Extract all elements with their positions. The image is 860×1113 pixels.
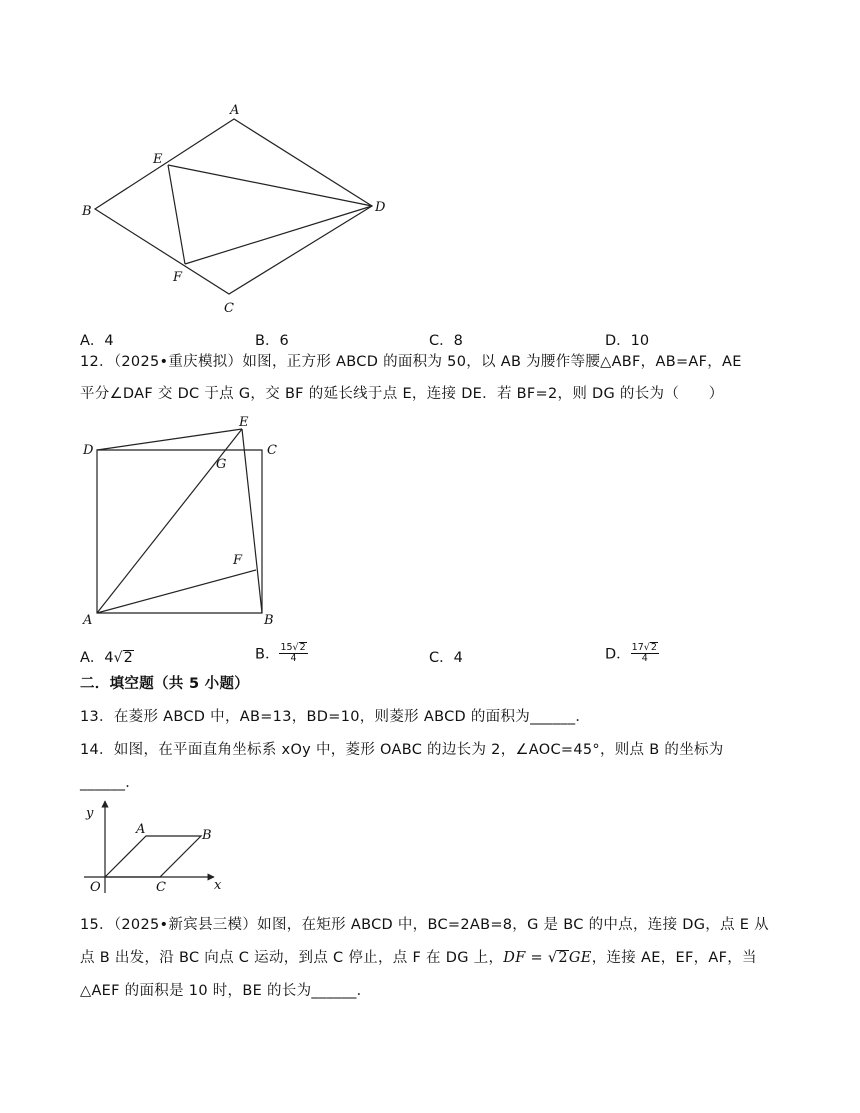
q13-text: 13．在菱形 ABCD 中，AB=13，BD=10，则菱形 ABCD 的面积为______． [80,709,591,725]
q15-line-1: 15．（2025•新宾县三模）如图，在矩形 ABCD 中，BC=2AB=8，G 是 BC 的中点，连接 DG，点 E 从 [80,917,769,933]
q12-option-a: A．4√2 [80,650,133,666]
q11-label-d: D [375,200,386,215]
q11-label-e: E [153,152,163,167]
q15-formula: DF = √2GE [503,950,592,966]
q12-square-abcd [97,450,262,613]
q11-segment-ef [168,165,185,264]
q14-line-2: ______． [80,775,141,791]
q11-label-c: C [224,301,234,316]
q14-label-x: x [214,878,222,893]
section-heading-fill-blank: 二．填空题（共 5 小题） [80,676,250,692]
q12-label-f: F [233,553,243,568]
q11-label-a: A [230,103,240,118]
q12-label-a: A [83,613,93,628]
q14-figure [80,797,230,897]
q14-label-o: O [90,880,101,895]
q12-label-d: D [83,443,94,458]
q11-option-b: B．6 [255,333,289,349]
q12-option-c: C．4 [429,650,463,666]
q14-label-a: A [136,822,146,837]
q15-line-2: 点 B 出发，沿 BC 向点 C 运动，到点 C 停止，点 F 在 DG 上，DF = √2GE，连接 AE，EF，AF，当 [80,950,757,966]
q12-label-c: C [267,443,277,458]
q12-label-g: G [216,457,227,472]
q12-label-e: E [239,415,249,430]
q14-label-y: y [86,806,94,821]
q11-segment-fd [185,206,372,264]
q11-label-b: B [82,204,92,219]
q12-option-b-fraction: $\frac{15√2}{4}$ [280,642,306,665]
q14-rhombus-oabc [105,836,201,877]
q12-option-b: B． $\frac{15√2}{4}$ [255,642,306,665]
q14-label-c: C [156,880,166,895]
q15-line-3: △AEF 的面积是 10 时，BE 的长为______． [80,983,372,999]
q12-line-1: 12．（2025•重庆模拟）如图，正方形 ABCD 的面积为 50，以 AB 为腰作等腰△ABF，AB=AF，AE [80,354,742,370]
q12-segment-de [97,429,242,450]
q11-figure [75,95,405,320]
q12-label-b: B [264,613,274,628]
q11-label-f: F [173,270,183,285]
q11-quad-abcd [95,119,372,294]
q12-figure [75,410,290,635]
q12-segment-af [97,570,256,613]
q14-label-b: B [202,828,212,843]
q12-option-d-fraction: $\frac{17√2}{4}$ [631,642,657,665]
q11-option-c: C．8 [429,333,463,349]
q12-line-2: 平分∠DAF 交 DC 于点 G，交 BF 的延长线于点 E，连接 DE．若 BF=2，则 DG 的长为（ ） [80,386,724,402]
q12-option-d: D． $\frac{17√2}{4}$ [605,642,657,665]
q14-line-1: 14．如图，在平面直角坐标系 xOy 中，菱形 OABC 的边长为 2，∠AOC=45°，则点 B 的坐标为 [80,742,724,758]
q11-option-a: A．4 [80,333,114,349]
q12-segment-eb [242,429,262,613]
q11-segment-ed [168,165,372,206]
q11-option-d: D．10 [605,333,650,349]
